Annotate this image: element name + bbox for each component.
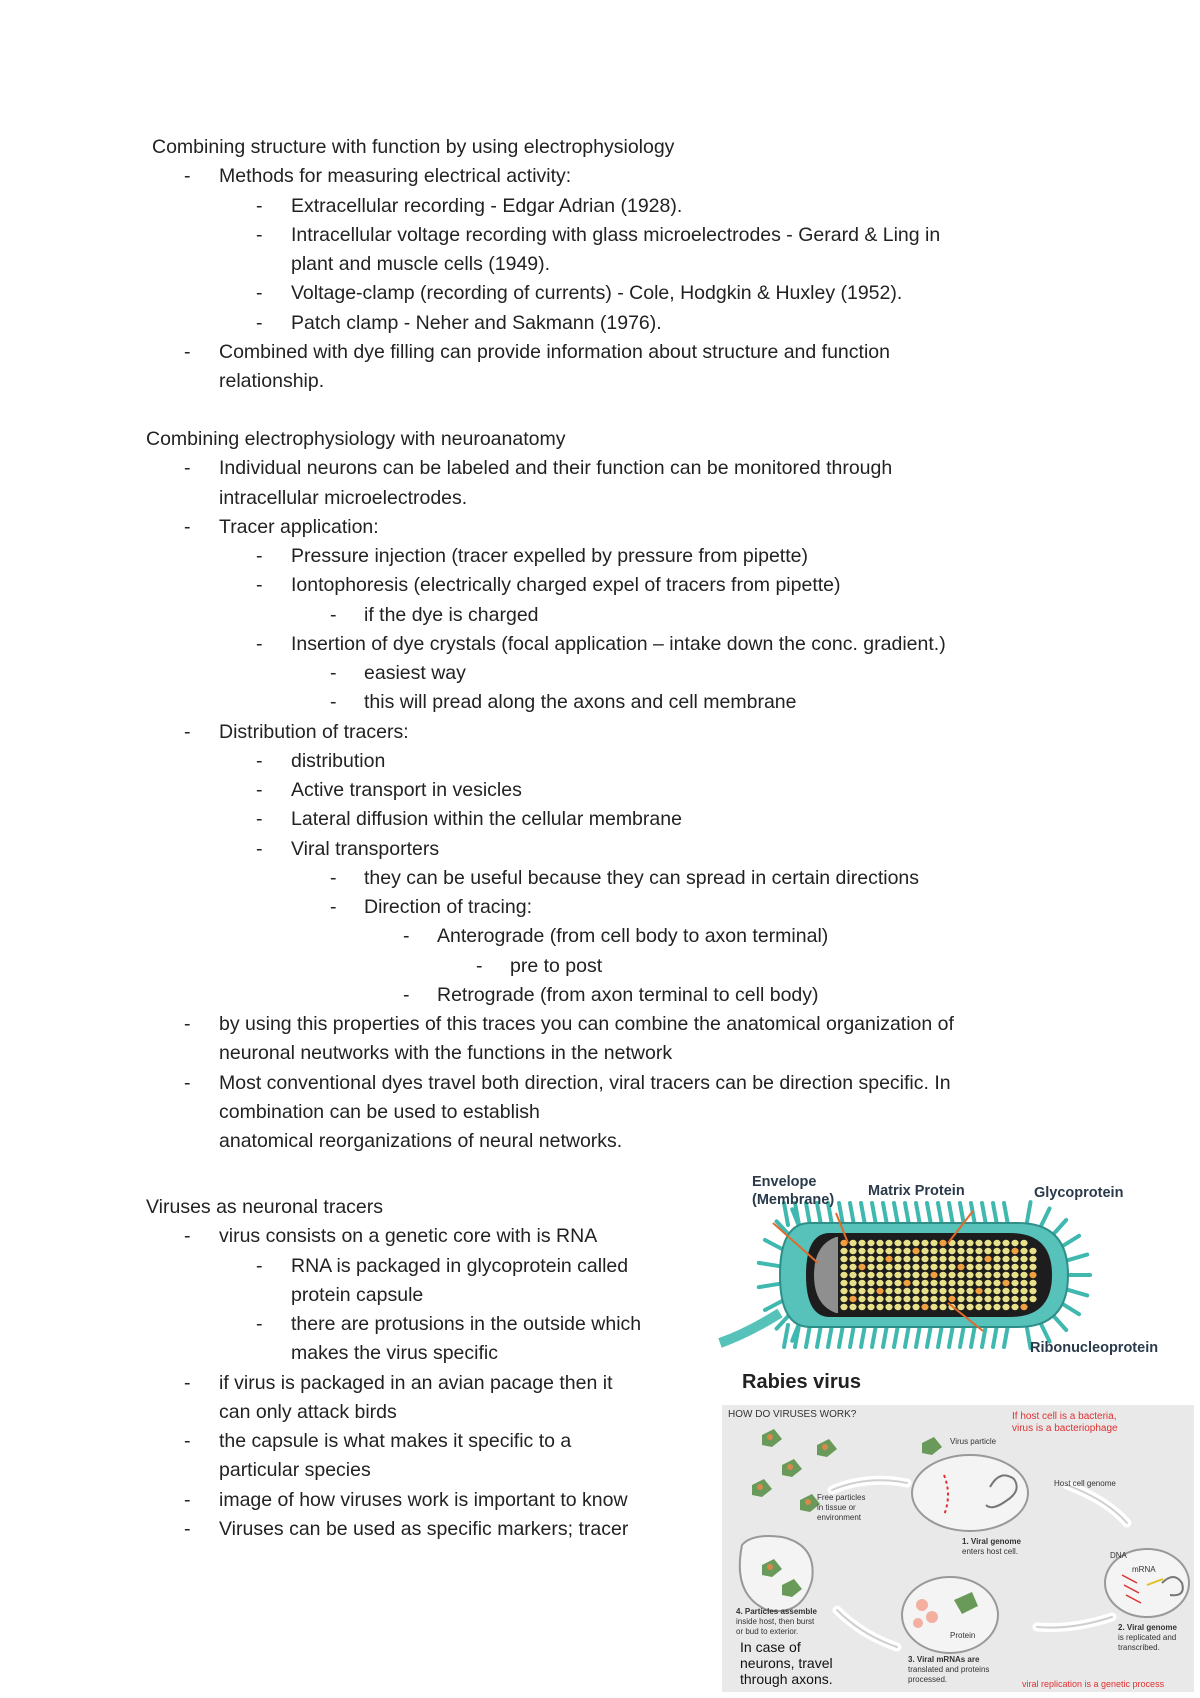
label-protein: Protein	[950, 1631, 976, 1640]
label-step-1: 1. Viral genome enters host cell.	[962, 1537, 1021, 1556]
bullet-text: relationship.	[219, 370, 325, 392]
label-step-2: 2. Viral genome is replicated and transcribed.	[1118, 1623, 1177, 1652]
bullet-dash: -	[256, 194, 263, 217]
bullet-dash: -	[184, 165, 191, 188]
bullet-text: Voltage-clamp (recording of currents) - Cole, Hodgkin & Huxley (1952).	[291, 282, 903, 305]
label-step-3: 3. Viral mRNAs are translated and proteins processed.	[908, 1655, 990, 1684]
bullet-text: Intracellular voltage recording with glass microelectrodes - Gerard & Ling in	[291, 223, 941, 246]
label-ribonucleoprotein: Ribonucleoprotein	[1030, 1340, 1159, 1356]
bullet-dash: -	[184, 1371, 191, 1394]
bullet-text: if the dye is charged	[364, 603, 539, 626]
label-matrix-protein: Matrix Protein	[868, 1183, 965, 1199]
bullet-text: image of how viruses work is important to know	[219, 1488, 628, 1511]
bullet-text: if virus is packaged in an avian pacage then it	[219, 1371, 613, 1394]
bullet-text: Lateral diffusion within the cellular membrane	[291, 808, 682, 831]
bullet-dash: -	[184, 720, 191, 743]
bullet-text: Iontophoresis (electrically charged expel of tracers from pipette)	[291, 574, 841, 597]
bullet-dash: -	[256, 632, 263, 655]
host-cell-1	[912, 1455, 1028, 1531]
bullet-text: Insertion of dye crystals (focal application – intake down the conc. gradient.)	[291, 632, 946, 655]
bullet-dash: -	[256, 311, 263, 334]
bullet-dash: -	[184, 1517, 191, 1540]
bullet-text: anatomical reorganizations of neural networks.	[219, 1130, 623, 1152]
bullet-dash: -	[184, 1071, 191, 1094]
bullet-text: Methods for measuring electrical activity:	[219, 165, 572, 188]
bullet-text: neuronal neutworks with the functions in the network	[219, 1042, 673, 1065]
bullet-text: Viruses can be used as specific markers; tracer	[219, 1517, 629, 1540]
bullet-dash: -	[256, 223, 263, 246]
bullet-dash: -	[330, 603, 337, 626]
bullet-dash: -	[330, 662, 337, 684]
caption-rabies-virus: Rabies virus	[742, 1371, 861, 1393]
bullet-text: combination can be used to establish	[219, 1100, 540, 1123]
bullet-text: Patch clamp - Neher and Sakmann (1976).	[291, 311, 662, 334]
virus-cycle-diagram	[722, 1405, 1194, 1692]
host-cell-3	[902, 1577, 998, 1653]
bullet-text: Retrograde (from axon terminal to cell body)	[437, 983, 819, 1006]
bullet-text: Active transport in vesicles	[291, 779, 522, 801]
bullet-dash: -	[256, 779, 263, 801]
bullet-dash: -	[403, 925, 410, 948]
bullet-text: Tracer application:	[219, 515, 379, 538]
bullet-dash: -	[184, 1488, 191, 1511]
bullet-text: can only attack birds	[219, 1400, 397, 1423]
bullet-text: Direction of tracing:	[364, 896, 532, 918]
bullet-dash: -	[476, 954, 483, 977]
bullet-dash: -	[184, 1430, 191, 1452]
bullet-dash: -	[256, 749, 263, 772]
bullet-text: Most conventional dyes travel both direction, viral tracers can be direction specific. In	[219, 1071, 951, 1094]
bullet-text: Anterograde (from cell body to axon terminal)	[437, 925, 829, 948]
cycle-title: HOW DO VIRUSES WORK?	[728, 1409, 857, 1420]
bullet-text: this will pread along the axons and cell membrane	[364, 691, 797, 714]
bullet-dash: -	[184, 340, 191, 363]
bullet-text: Extracellular recording - Edgar Adrian (1928).	[291, 194, 683, 217]
label-virus-particle: Virus particle	[950, 1437, 997, 1446]
section-heading: Combining structure with function by using electrophysiology	[152, 136, 675, 158]
bullet-text: plant and muscle cells (1949).	[291, 253, 551, 275]
bullet-dash: -	[256, 837, 263, 860]
bullet-text: Viral transporters	[291, 837, 440, 860]
label-free-particles: Free particles in tissue or environment	[817, 1493, 866, 1522]
bullet-text: the capsule is what makes it specific to a	[219, 1430, 572, 1452]
label-mrna: mRNA	[1132, 1565, 1156, 1574]
bullet-text: virus consists on a genetic core with is RNA	[219, 1225, 598, 1248]
label-step-4: 4. Particles assemble inside host, then burst or bud to exterior.	[736, 1607, 817, 1636]
bullet-dash: -	[403, 983, 410, 1006]
bullet-text: Combined with dye filling can provide information about structure and function	[219, 340, 890, 363]
bullet-text: distribution	[291, 749, 386, 772]
bullet-text: makes the virus specific	[291, 1342, 498, 1365]
bullet-dash: -	[184, 1013, 191, 1035]
red-footer-note: viral replication is a genetic process	[1022, 1679, 1165, 1689]
bullet-text: Distribution of tracers:	[219, 720, 409, 743]
section-heading: Viruses as neuronal tracers	[146, 1196, 384, 1218]
bullet-dash: -	[330, 691, 337, 714]
bullet-dash: -	[184, 1225, 191, 1248]
bullet-text: there are protusions in the outside which	[291, 1313, 642, 1335]
bullet-text: RNA is packaged in glycoprotein called	[291, 1254, 629, 1277]
bullet-text: pre to post	[510, 954, 603, 977]
bullet-dash: -	[256, 282, 263, 305]
bullet-dash: -	[256, 1313, 263, 1335]
bullet-dash: -	[184, 515, 191, 538]
label-envelope: Envelope (Membrane)	[752, 1174, 835, 1208]
bullet-text: intracellular microelectrodes.	[219, 486, 468, 509]
bullet-text: by using this properties of this traces you can combine the anatomical organization of	[219, 1013, 954, 1035]
cycle-red-note: If host cell is a bacteria, virus is a bacteriophage	[1012, 1411, 1118, 1434]
label-dna: DNA	[1110, 1551, 1127, 1560]
handwritten-note: In case of neurons, travel through axons.	[740, 1639, 833, 1687]
bullet-dash: -	[330, 866, 337, 889]
bullet-text: protein capsule	[291, 1283, 424, 1306]
bullet-text: Individual neurons can be labeled and their function can be monitored through	[219, 457, 893, 480]
bullet-text: easiest way	[364, 662, 466, 684]
bullet-dash: -	[256, 574, 263, 597]
bullet-dash: -	[184, 457, 191, 480]
bullet-text: particular species	[219, 1459, 371, 1482]
bullet-dash: -	[256, 545, 263, 567]
bullet-dash: -	[256, 1254, 263, 1277]
section-heading: Combining electrophysiology with neuroanatomy	[146, 428, 566, 450]
bullet-text: they can be useful because they can spread in certain directions	[364, 866, 920, 889]
bullet-dash: -	[330, 896, 337, 918]
bullet-text: Pressure injection (tracer expelled by pressure from pipette)	[291, 545, 808, 567]
label-glycoprotein: Glycoprotein	[1034, 1185, 1124, 1201]
label-host-genome: Host cell genome	[1054, 1479, 1116, 1488]
bullet-dash: -	[256, 808, 263, 831]
